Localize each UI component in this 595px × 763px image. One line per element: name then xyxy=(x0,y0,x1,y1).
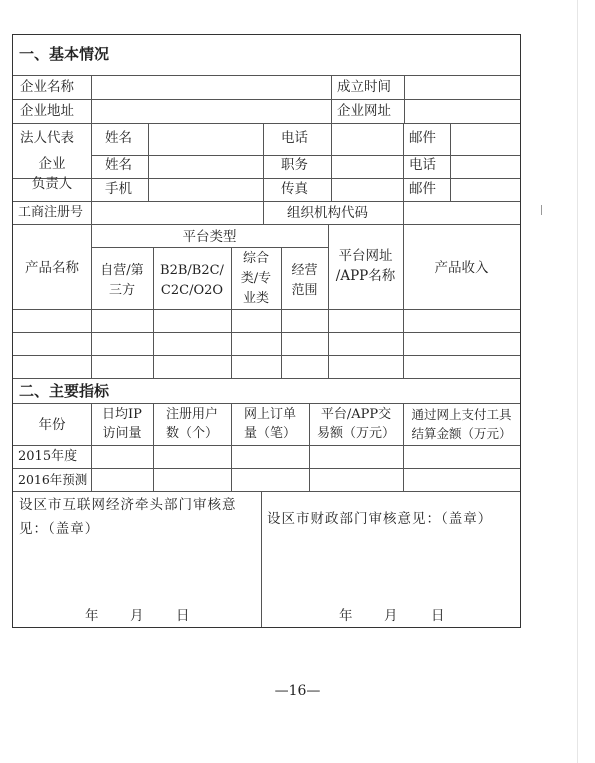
scope-line1: 经营 xyxy=(291,263,318,278)
volume-line1: 平台/APP交 xyxy=(320,407,392,422)
self-or-third-line1: 自营/第 xyxy=(100,263,144,278)
position-label: 职务 xyxy=(281,157,308,173)
platform-type-label: 平台类型 xyxy=(182,229,237,245)
website-label: 企业网址 xyxy=(337,103,391,119)
daily-ip-line1: 日均IP xyxy=(102,407,142,422)
settle-line1: 通过网上支付工具 xyxy=(411,407,512,422)
daily-ip-line2: 访问量 xyxy=(102,426,142,441)
mobile-label: 手机 xyxy=(105,181,132,197)
responsible-label-line1: 企业 xyxy=(38,156,66,172)
b2b-line1: B2B/B2C/ xyxy=(160,263,224,278)
right-date-year: 年 xyxy=(339,608,353,624)
right-date-day: 日 xyxy=(431,608,445,624)
legal-rep-name-label: 姓名 xyxy=(105,130,132,146)
volume-line2: 易额（万元） xyxy=(316,426,395,441)
users-line2: 数（个） xyxy=(165,426,218,441)
orders-line2: 量（笔） xyxy=(243,426,296,441)
platform-url-line2: /APP名称 xyxy=(335,268,396,284)
year-2015: 2015年度 xyxy=(18,449,78,464)
founded-label: 成立时间 xyxy=(337,79,391,95)
page-edge-shadow xyxy=(577,0,578,763)
comp-line2: 类/专 xyxy=(240,271,272,286)
responsible-name-label: 姓名 xyxy=(105,157,132,173)
responsible-email-label: 邮件 xyxy=(409,181,436,197)
margin-mark xyxy=(541,205,542,215)
users-line1: 注册用户 xyxy=(165,407,218,422)
legal-rep-label: 法人代表 xyxy=(20,130,74,146)
left-date-day: 日 xyxy=(176,608,190,624)
section-title-indicators: 二、主要指标 xyxy=(19,382,110,400)
reg-no-label: 工商注册号 xyxy=(18,205,84,220)
legal-rep-phone-label: 电话 xyxy=(281,130,308,146)
product-name-label: 产品名称 xyxy=(25,260,79,276)
fax-label: 传真 xyxy=(281,181,308,197)
year-2016: 2016年预测 xyxy=(18,472,88,487)
comp-line3: 业类 xyxy=(242,291,269,306)
page-number: —16— xyxy=(274,683,321,699)
scope-line2: 范围 xyxy=(291,283,318,298)
left-approval-line2: 见：（盖章） xyxy=(19,521,100,537)
settle-line2: 结算金额（万元） xyxy=(411,426,512,441)
section-title-basic: 一、基本情况 xyxy=(19,45,110,63)
application-form xyxy=(12,34,521,628)
self-or-third-line2: 三方 xyxy=(108,283,135,298)
company-address-label: 企业地址 xyxy=(20,103,74,119)
right-approval-text: 设区市财政部门审核意见：（盖章） xyxy=(267,511,493,527)
platform-url-line1: 平台网址 xyxy=(338,248,393,264)
left-approval-line1: 设区市互联网经济牵头部门审核意 xyxy=(19,497,237,513)
org-code-label: 组织机构代码 xyxy=(287,205,368,221)
legal-rep-email-label: 邮件 xyxy=(409,130,436,146)
orders-line1: 网上订单 xyxy=(243,407,296,422)
year-label: 年份 xyxy=(38,417,66,433)
responsible-label-line2: 负责人 xyxy=(31,176,73,192)
b2b-line2: C2C/O2O xyxy=(160,283,224,298)
comp-line1: 综合 xyxy=(242,251,269,266)
right-date-month: 月 xyxy=(384,608,398,624)
left-date-year: 年 xyxy=(85,608,99,624)
company-name-label: 企业名称 xyxy=(20,79,74,95)
left-date-month: 月 xyxy=(130,608,144,624)
responsible-phone-label: 电话 xyxy=(409,157,436,173)
revenue-label: 产品收入 xyxy=(434,260,489,276)
